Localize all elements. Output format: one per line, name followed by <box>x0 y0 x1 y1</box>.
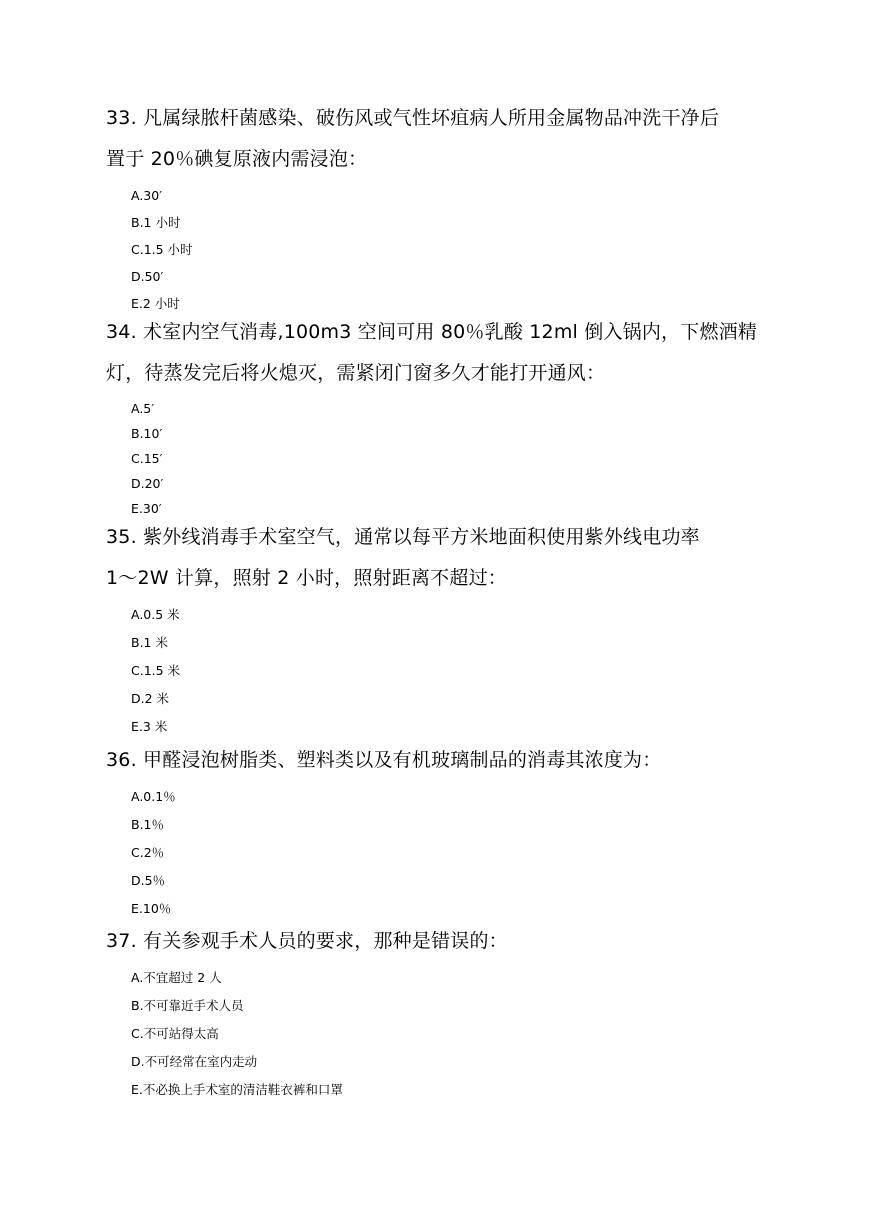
question-text-line: 1～2W 计算，照射 2 小时，照射距离不超过： <box>106 567 507 589</box>
option-e: E.不必换上手术室的清洁鞋衣裤和口罩 <box>131 1082 343 1097</box>
option-c: C.不可站得太高 <box>131 1026 219 1041</box>
option-b: B.1 米 <box>131 635 168 650</box>
option-d: D.50′ <box>131 269 164 284</box>
question-text-line: 36. 甲醛浸泡树脂类、塑料类以及有机玻璃制品的消毒其浓度为： <box>106 749 662 771</box>
question-text-line: 34. 术室内空气消毒,100m3 空间可用 80％乳酸 12ml 倒入锅内，下燃酒精 <box>106 321 758 343</box>
question-34 <box>106 312 786 521</box>
option-c: C.1.5 米 <box>131 663 181 678</box>
question-35 <box>106 517 786 741</box>
option-d: D.20′ <box>131 476 164 491</box>
option-list <box>131 601 786 741</box>
option-c: C.2％ <box>131 845 165 860</box>
option-d: D.不可经常在室内走动 <box>131 1054 258 1069</box>
option-e: E.3 米 <box>131 719 168 734</box>
option-b: B.1 小时 <box>131 215 181 230</box>
option-b: B.1％ <box>131 817 165 832</box>
option-c: C.1.5 小时 <box>131 242 193 257</box>
option-b: B.不可靠近手术人员 <box>131 998 244 1013</box>
option-b: B.10′ <box>131 426 163 441</box>
question-text-line: 37. 有关参观手术人员的要求，那种是错误的： <box>106 930 508 952</box>
question-36 <box>106 740 786 923</box>
option-c: C.15′ <box>131 451 163 466</box>
question-text-line: 35. 紫外线消毒手术室空气，通常以每平方米地面积使用紫外线电功率 <box>106 526 700 548</box>
option-a: A.30′ <box>131 188 163 203</box>
option-a: A.5′ <box>131 401 155 416</box>
option-d: D.5％ <box>131 873 166 888</box>
option-list <box>131 964 786 1104</box>
option-e: E.30′ <box>131 501 162 516</box>
question-text-line: 33. 凡属绿脓杆菌感染、破伤风或气性坏疽病人所用金属物品冲洗干净后 <box>106 107 720 129</box>
question-33 <box>106 98 786 317</box>
option-d: D.2 米 <box>131 691 170 706</box>
question-text-line: 置于 20％碘复原液内需浸泡： <box>106 148 368 170</box>
option-list <box>131 396 786 521</box>
option-e: E.2 小时 <box>131 296 180 311</box>
question-text-line: 灯，待蒸发完后将火熄灭，需紧闭门窗多久才能打开通风： <box>106 362 606 384</box>
option-list <box>131 783 786 923</box>
option-a: A.0.1％ <box>131 789 176 804</box>
option-e: E.10％ <box>131 901 172 916</box>
option-a: A.不宜超过 2 人 <box>131 970 222 985</box>
option-a: A.0.5 米 <box>131 607 180 622</box>
option-list <box>131 182 786 317</box>
question-37 <box>106 921 786 1104</box>
